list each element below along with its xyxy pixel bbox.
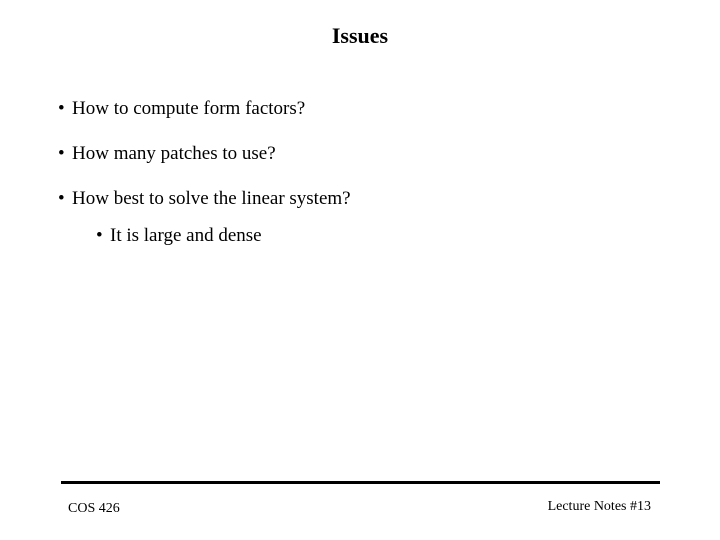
bullet-text: How to compute form factors? <box>72 98 306 119</box>
bullet-list <box>58 96 678 249</box>
bullet-marker: • <box>58 98 65 119</box>
bullet-text: How many patches to use? <box>72 143 276 164</box>
bullet-text: How best to solve the linear system? <box>72 188 351 209</box>
slide-title: Issues <box>331 23 389 48</box>
bullet-item <box>58 186 678 212</box>
bullet-text: It is large and dense <box>110 225 262 246</box>
bullet-marker: • <box>58 188 65 209</box>
bullet-marker: • <box>58 143 65 164</box>
bullet-item <box>58 96 678 122</box>
lecture-notes-label: Lecture Notes #13 <box>547 499 651 514</box>
footer-divider <box>61 481 660 484</box>
bullet-item <box>58 141 678 167</box>
sub-bullet-item <box>96 223 678 249</box>
course-code: COS 426 <box>68 501 120 516</box>
bullet-marker: • <box>96 225 103 246</box>
